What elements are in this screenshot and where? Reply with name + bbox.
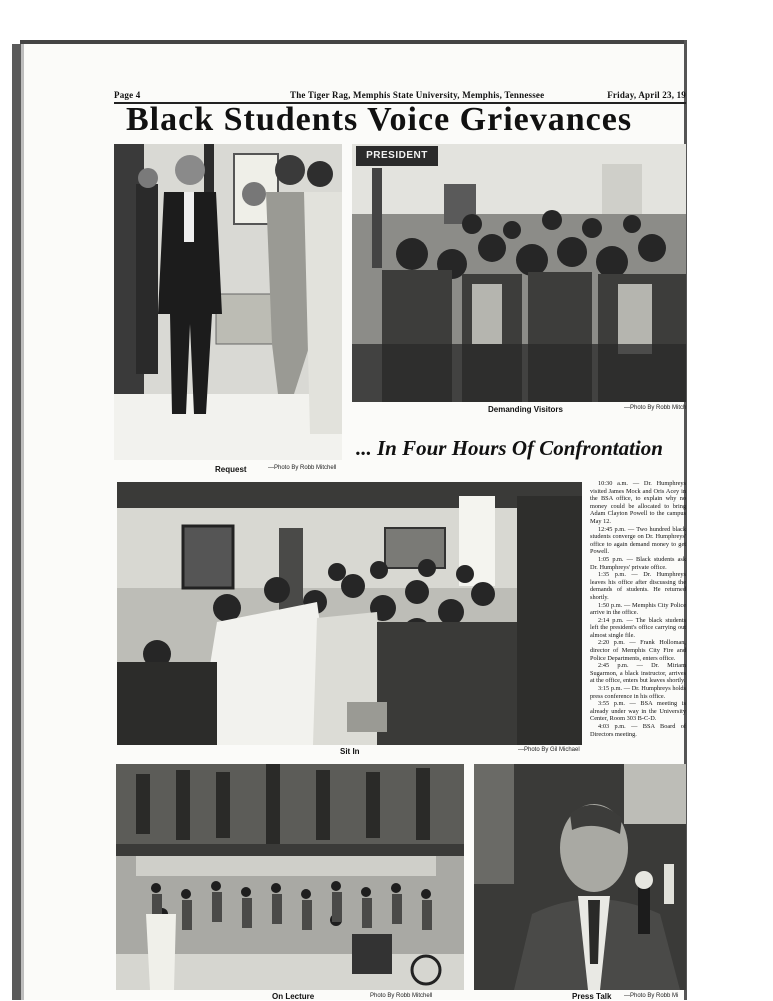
credit-campus-crowd: Photo By Robb Mitchell [370,993,433,999]
caption-press-talk: Press Talk [572,992,612,1001]
photo-request [114,144,342,460]
subheadline: ... In Four Hours Of Confrontation [356,436,663,460]
page-headline: Black Students Voice Grievances [126,101,633,138]
timeline-entry: 3:15 p.m. — Dr. Humphreys holds press conference in his office. [590,685,686,700]
timeline-entry: 10:30 a.m. — Dr. Humphreys visited James Mock and Oris Acey in the BSA office, to explain why no money could be allocated to bring Adam Clayton Powell to the campus May 12. [590,480,686,525]
photo-sit-in [117,482,582,745]
timeline-entry: 2:20 p.m. — Frank Holloman, director of Memphis City Fire and Police Departments, enters office. [590,639,686,662]
issue-date: Friday, April 23, 19 [607,90,686,100]
credit-press-talk: —Photo By Robb Mi [624,993,679,999]
photo-demanding-visitors [352,144,686,402]
credit-sit-in: —Photo By Gil Michael [518,747,580,753]
page-number: Page 4 [114,90,141,100]
credit-request: —Photo By Robb Mitchell [268,465,337,471]
timeline-column [590,480,686,760]
timeline-entry: 1:50 p.m. — Memphis City Police arrive in the office. [590,601,686,617]
caption-sit-in: Sit In [340,747,360,756]
scan-binding-edge [12,44,21,1000]
caption-campus-crowd: On Lecture [272,992,315,1001]
timeline-entry: 12:45 p.m. — Two hundred black students converge on Dr. Humphreys' office to again demand money to get Powell. [590,525,686,556]
caption-request: Request [215,465,247,474]
president-door-sign: PRESIDENT [356,146,438,166]
credit-demanding-visitors: —Photo By Robb Mitch [624,405,687,411]
caption-demanding-visitors: Demanding Visitors [488,405,563,414]
timeline-entry: 2:14 p.m. — The black students left the president's office carrying out almost single file. [590,616,686,639]
timeline-entry: 3:55 p.m. — BSA meeting is already under way in the University Center, Room 303 B-C-D. [590,700,686,723]
timeline-entry: 1:35 p.m. — Dr. Humphreys leaves his office after discussing the demands of students. He returned shortly. [590,571,686,601]
publication-line: The Tiger Rag, Memphis State University, Memphis, Tennessee [290,90,545,100]
timeline-entry: 4:03 p.m. — BSA Board of Directors meeting. [590,723,686,738]
photo-campus-crowd [116,764,464,990]
timeline-entry: 2:45 p.m. — Dr. Miriam Sugarmon, a black instructor, arrives at the office, enters but leaves shortly. [590,662,686,685]
photo-press-talk [474,764,686,990]
timeline-entry: 1:05 p.m. — Black students ask Dr. Humphreys' private office. [590,555,686,571]
